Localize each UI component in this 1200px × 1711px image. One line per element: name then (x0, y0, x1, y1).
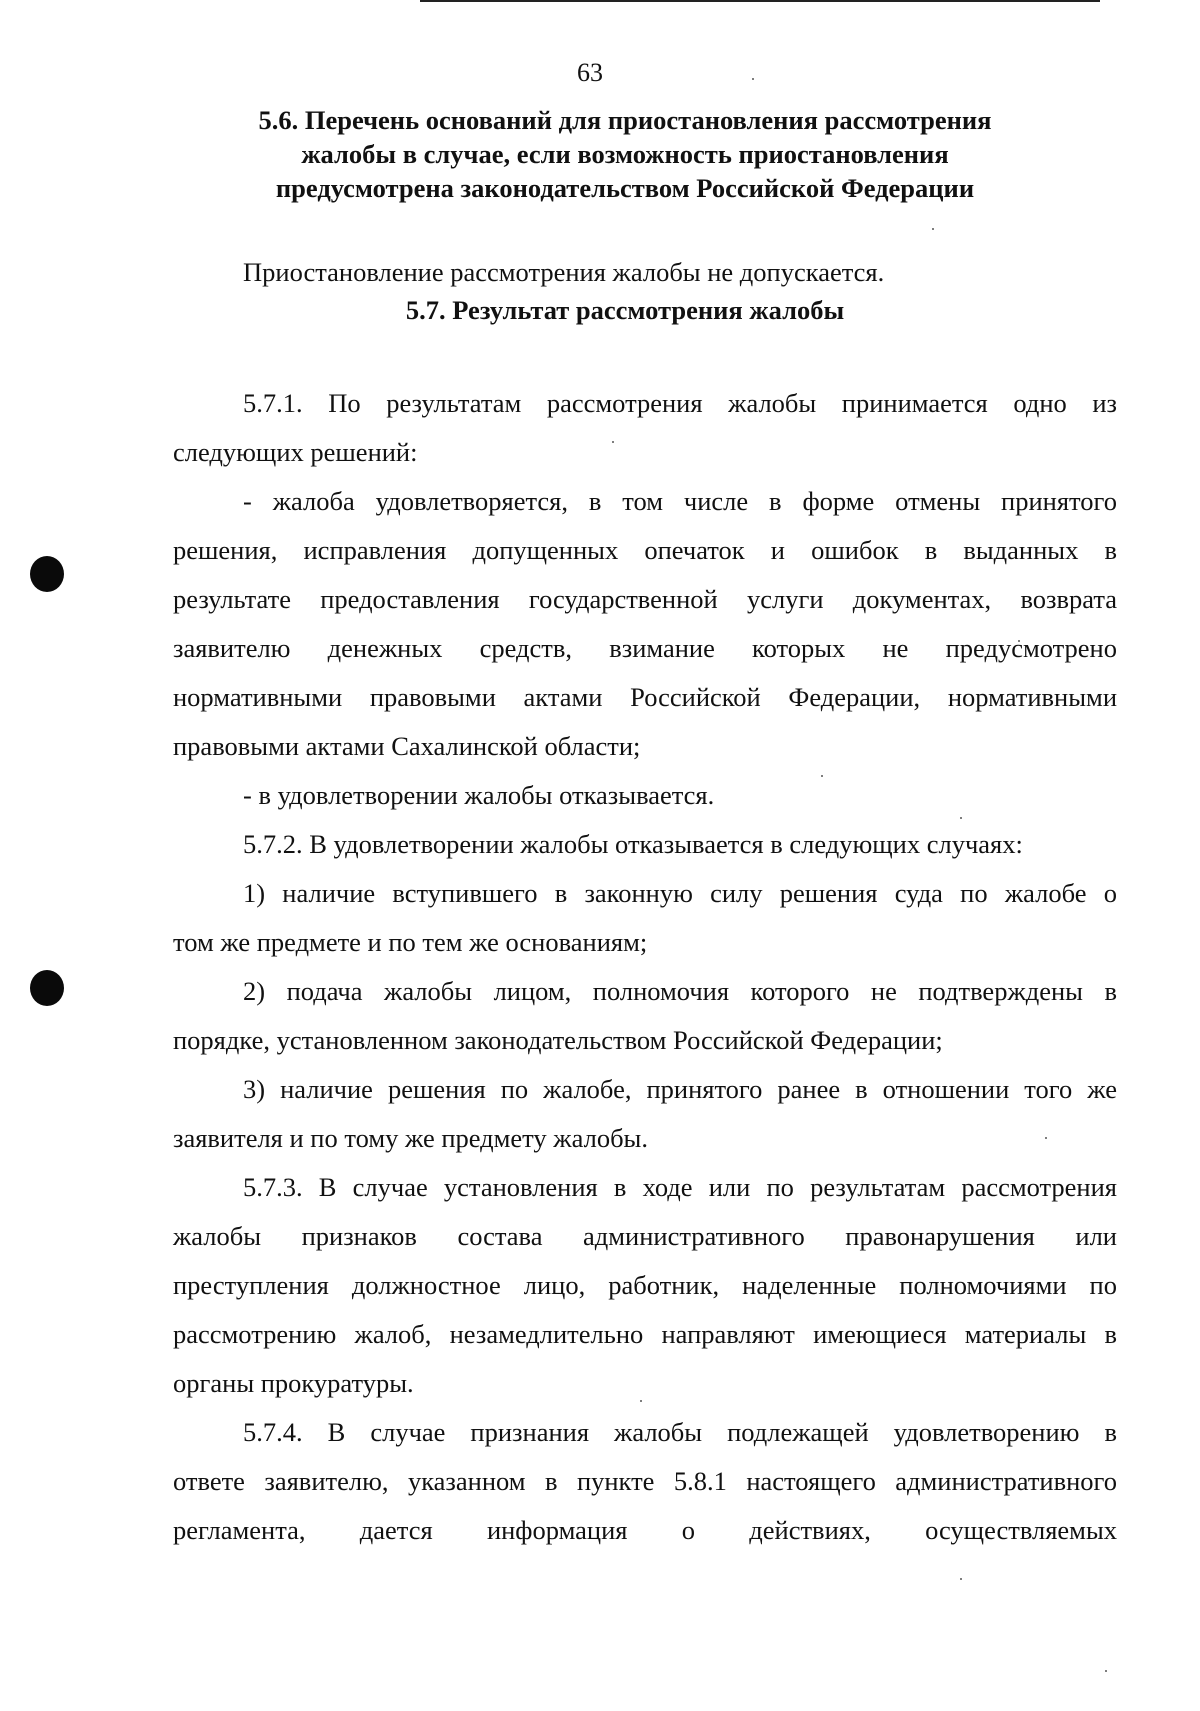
paragraph-line: результате предоставления государственной услуги документах, возврата (173, 584, 1117, 614)
binder-hole (30, 970, 64, 1006)
paragraph-line: - в удовлетворении жалобы отказывается. (243, 780, 715, 810)
paragraph-line: рассмотрению жалоб, незамедлительно направляют имеющиеся материалы в (173, 1319, 1117, 1349)
paragraph-line: 2) подача жалобы лицом, полномочия которого не подтверждены в (243, 976, 1117, 1006)
paragraph-line: решения, исправления допущенных опечаток и ошибок в выданных в (173, 535, 1117, 565)
section-title-line: 5.6. Перечень оснований для приостановления рассмотрения (258, 105, 992, 135)
scan-speck (932, 228, 934, 230)
paragraph-line: - жалоба удовлетворяется, в том числе в форме отмены принятого (243, 486, 1117, 516)
paragraph-line: 5.7.2. В удовлетворении жалобы отказывается в следующих случаях: (243, 829, 1023, 859)
paragraph-line: следующих решений: (173, 437, 418, 467)
section-5-6-title (200, 103, 1050, 205)
top-edge-rule (420, 0, 1100, 2)
paragraph-line: заявителю денежных средств, взимание которых не предусмотрено (173, 633, 1117, 663)
paragraph-line: том же предмете и по тем же основаниям; (173, 927, 648, 957)
paragraph-line: 3) наличие решения по жалобе, принятого ранее в отношении того же (243, 1074, 1117, 1104)
paragraph-line: правовыми актами Сахалинской области; (173, 731, 641, 761)
paragraph-line: 5.7.4. В случае признания жалобы подлежащей удовлетворению в (243, 1417, 1117, 1447)
paragraph-line: жалобы признаков состава административного правонарушения или (173, 1221, 1117, 1251)
paragraph-line: преступления должностное лицо, работник, наделенные полномочиями по (173, 1270, 1117, 1300)
scan-speck (1105, 1670, 1107, 1672)
paragraph-line: 5.7.3. В случае установления в ходе или по результатам рассмотрения (243, 1172, 1117, 1202)
scan-speck (960, 1578, 962, 1580)
paragraph-line: 1) наличие вступившего в законную силу решения суда по жалобе о (243, 878, 1117, 908)
binder-hole (30, 556, 64, 592)
scan-speck (821, 775, 823, 777)
paragraph-line: нормативными правовыми актами Российской Федерации, нормативными (173, 682, 1117, 712)
paragraph-line: органы прокуратуры. (173, 1368, 414, 1398)
paragraph-line: 5.7.1. По результатам рассмотрения жалобы принимается одно из (243, 388, 1117, 418)
section-title-line: жалобы в случае, если возможность приостановления (301, 139, 949, 169)
paragraph-line: регламента, дается информация о действиях, осуществляемых (173, 1515, 1117, 1545)
section-title-line: предусмотрена законодательством Российской Федерации (275, 173, 975, 203)
section-5-7-title: 5.7. Результат рассмотрения жалобы (405, 295, 845, 325)
scan-speck (960, 817, 962, 819)
paragraph-line: заявителя и по тому же предмету жалобы. (173, 1123, 648, 1153)
paragraph-line: ответе заявителю, указанном в пункте 5.8.1 настоящего административного (173, 1466, 1117, 1496)
page-number: 63 (577, 58, 603, 87)
scan-speck (640, 1400, 642, 1402)
paragraph-line: порядке, установленном законодательством Российской Федерации; (173, 1025, 943, 1055)
paragraph-line: Приостановление рассмотрения жалобы не допускается. (243, 257, 885, 287)
